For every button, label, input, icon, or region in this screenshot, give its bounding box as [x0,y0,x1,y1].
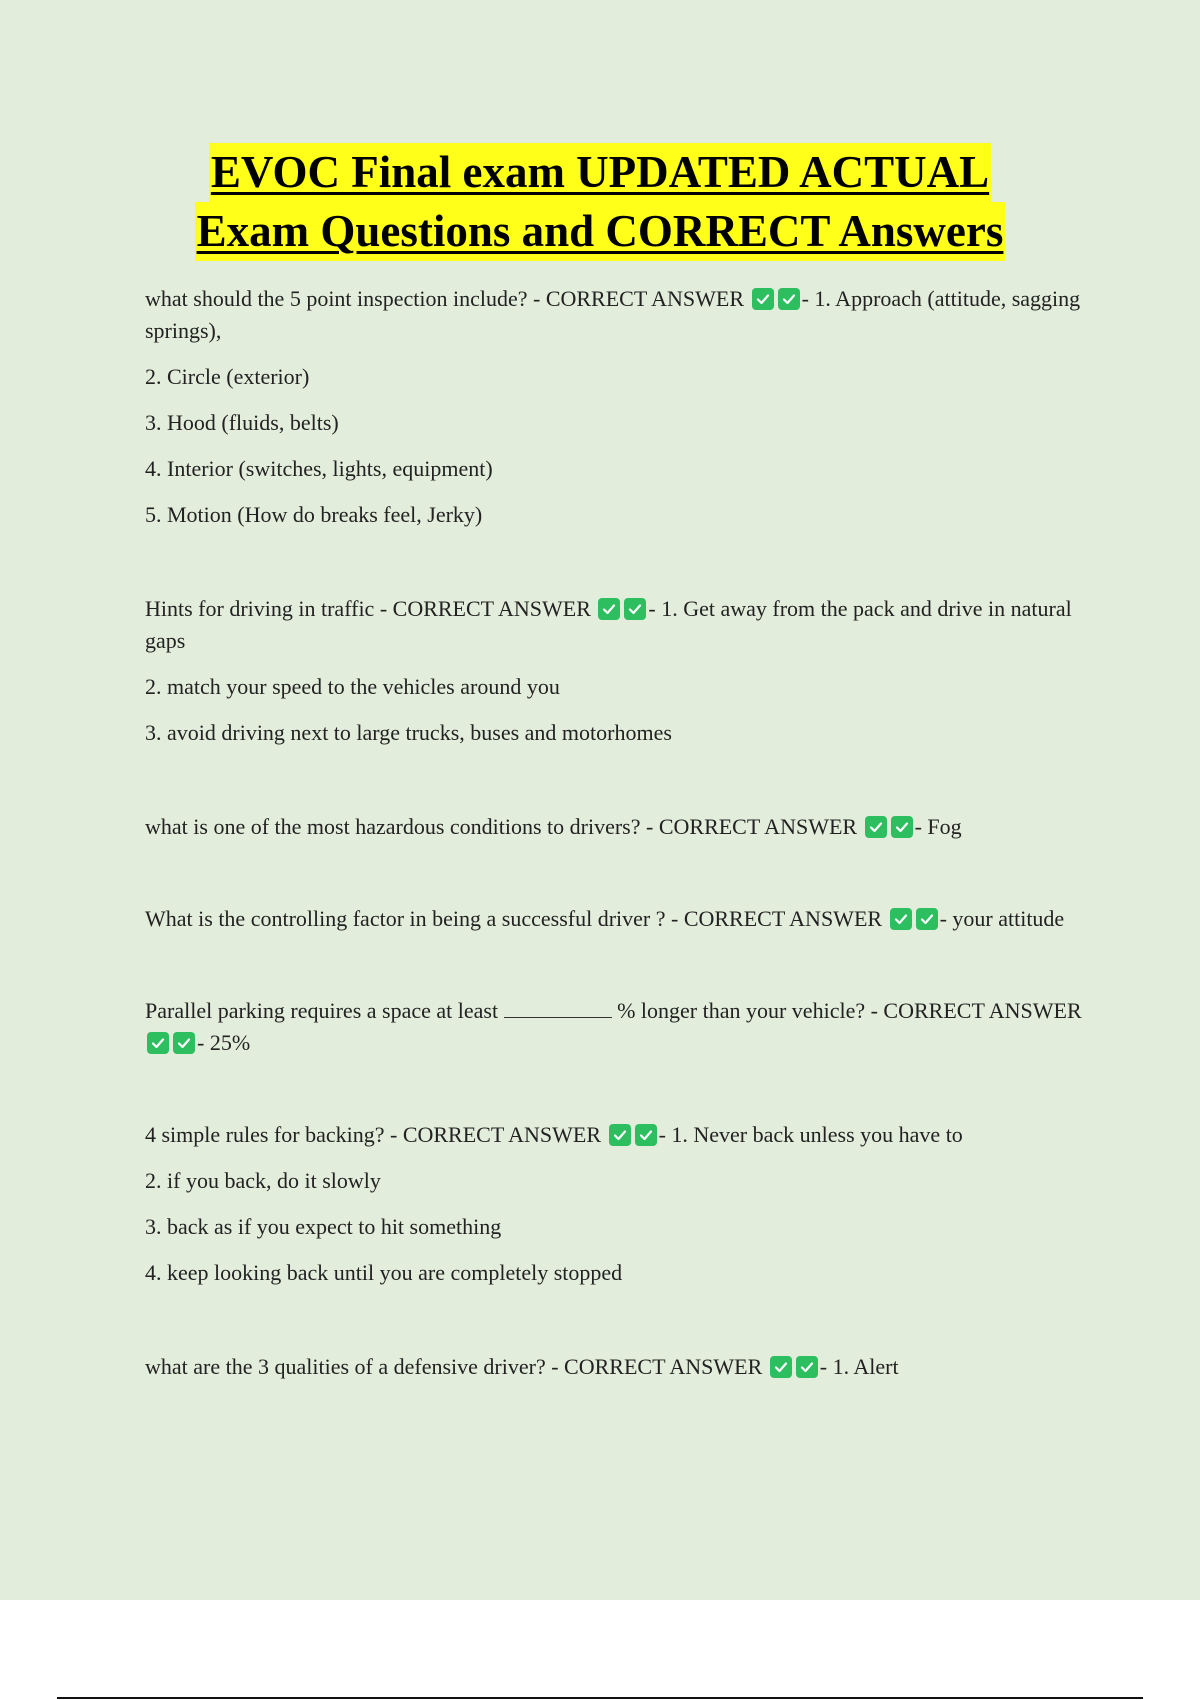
green-checkmark-icon [891,816,913,838]
fill-in-blank [504,999,612,1018]
qa-item-hazardous [145,811,1085,843]
question-text: What is the controlling factor in being a successful driver ? - CORRECT ANSWER [145,906,888,931]
list-item: 2. Circle (exterior) [145,364,310,389]
answer-text: - 1. Alert [819,1354,899,1379]
qa-item-inspection [145,283,1085,531]
green-checkmark-icon [147,1032,169,1054]
question-text: 4 simple rules for backing? - CORRECT ANSWER [145,1122,607,1147]
green-checkmark-icon [752,288,774,310]
question-text: what are the 3 qualities of a defensive driver? - CORRECT ANSWER [145,1354,768,1379]
green-checkmark-icon [635,1124,657,1146]
qa-text [145,593,1085,657]
list-item: 2. if you back, do it slowly [145,1168,381,1193]
list-item: 3. Hood (fluids, belts) [145,410,339,435]
qa-item-traffic [145,593,1085,749]
qa-item-parallel-parking [145,995,1085,1059]
answer-text: - 1. Get away from the pack and drive in natural gaps [145,596,1072,653]
qa-item-controlling-factor [145,903,1085,935]
answer-text: - 1. Never back unless you have to [658,1122,963,1147]
title-line-2: Exam Questions and CORRECT Answers [195,202,1006,261]
green-checkmark-icon [796,1356,818,1378]
green-checkmark-icon [598,598,620,620]
green-checkmark-icon [624,598,646,620]
answer-text: - your attitude [939,906,1065,931]
qa-item-defensive-driver [145,1351,1085,1383]
qa-item-backing [145,1119,1085,1289]
document-title [100,143,1100,261]
list-item: 5. Motion (How do breaks feel, Jerky) [145,502,483,527]
list-item: 3. avoid driving next to large trucks, buses and motorhomes [145,720,672,745]
title-line-1: EVOC Final exam UPDATED ACTUAL [209,143,991,202]
list-item: 4. Interior (switches, lights, equipment) [145,456,493,481]
qa-text [145,1119,1085,1151]
green-checkmark-icon [916,908,938,930]
green-checkmark-icon [770,1356,792,1378]
green-checkmark-icon [609,1124,631,1146]
qa-text [145,283,1085,347]
question-text-pre: Parallel parking requires a space at least [145,998,499,1023]
answer-text: - 25% [197,1030,251,1055]
list-item: 3. back as if you expect to hit something [145,1214,502,1239]
question-text: what is one of the most hazardous conditions to drivers? - CORRECT ANSWER [145,814,863,839]
green-checkmark-icon [865,816,887,838]
green-checkmark-icon [778,288,800,310]
qa-list [145,283,1085,1383]
qa-text [145,995,1085,1059]
qa-text [145,1351,1085,1383]
green-checkmark-icon [890,908,912,930]
qa-text [145,903,1085,935]
page-separator-line [57,1697,1143,1699]
question-text-post: % longer than your vehicle? - CORRECT ANSWER [617,998,1082,1023]
qa-text [145,811,1085,843]
question-text: Hints for driving in traffic - CORRECT ANSWER [145,596,597,621]
green-checkmark-icon [173,1032,195,1054]
answer-text: - Fog [914,814,962,839]
list-item: 4. keep looking back until you are completely stopped [145,1260,623,1285]
question-text: what should the 5 point inspection include? - CORRECT ANSWER [145,286,750,311]
list-item: 2. match your speed to the vehicles around you [145,674,560,699]
answer-text: - 1. Approach (attitude, sagging springs), [145,286,1081,343]
